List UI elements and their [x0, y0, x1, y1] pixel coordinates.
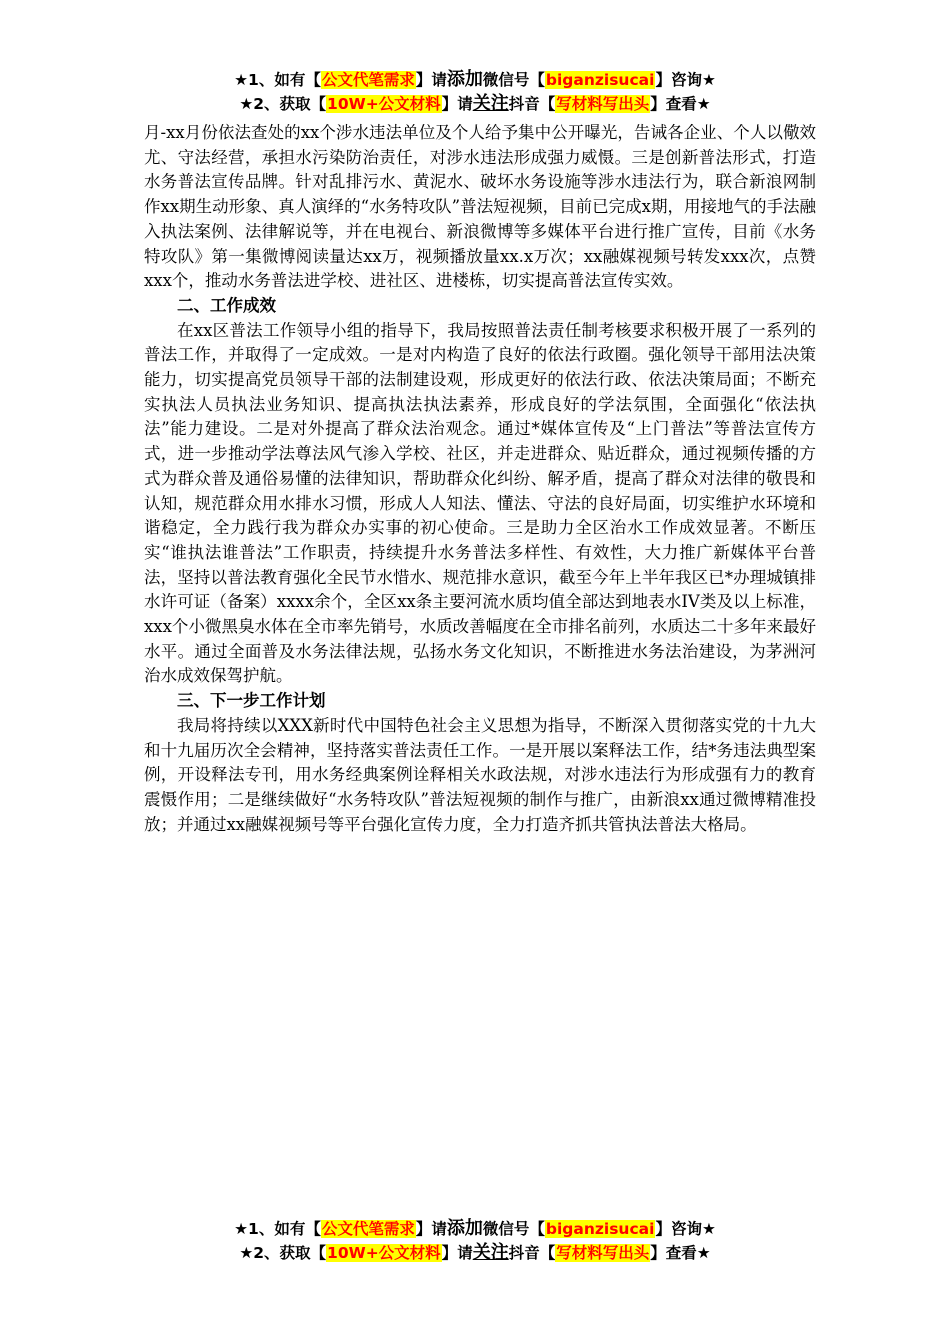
- ad-line-1: ★1、如有【公文代笔需求】请添加微信号【biganzisucai】咨询★: [234, 69, 716, 90]
- paragraph-next-steps: 我局将持续以XXX新时代中国特色社会主义思想为指导，不断深入贯彻落实党的十九大和十九届历次全会精神，坚持落实普法责任工作。一是开展以案释法工作，结*务违法典型案例，开设释法专刊，用水务经典案例诠释相关水政法规，对涉水违法行为形成强有力的教育震慑作用；二是继续做好“水务特攻队”普法短视频的制作与推广，由新浪xx通过微博精准投放；并通过xx融媒视频号等平台强化宣传力度，全力打造齐抓共管执法普法大格局。: [144, 715, 816, 834]
- paragraph-continued: 月-xx月份依法查处的xx个涉水违法单位及个人给予集中公开曝光，告诫各企业、个人以儆效尤、守法经营，承担水污染防治责任，对涉水违法形成强力威慑。三是创新普法形式，打造水务普法宣传品牌。针对乱排污水、黄泥水、破坏水务设施等涉水违法行为，联合新浪网制作xx期生动形象、真人演绎的“水务特攻队”普法短视频，目前已完成x期，用接地气的手法融入执法案例、法律解说等，并在电视台、新浪微博等多媒体平台进行推广宣传，目前《水务特攻队》第一集微博阅读量达xx万，视频播放量xx.x万次；xx融媒视频号转发xxx次，点赞xxx个，推动水务普法进学校、进社区、进楼栋，切实提高普法宣传实效。: [144, 123, 816, 291]
- ad-highlight-materials: 10W+公文材料: [327, 1244, 441, 1262]
- ad-line-1: ★1、如有【公文代笔需求】请添加微信号【biganzisucai】咨询★: [234, 1218, 716, 1239]
- section-heading-next-steps: 三、下一步工作计划: [177, 691, 326, 711]
- ad-line-2: ★2、获取【10W+公文材料】请关注抖音【写材料写出头】查看★: [239, 93, 711, 114]
- section-heading-results: 二、工作成效: [177, 295, 276, 315]
- ad-line-2: ★2、获取【10W+公文材料】请关注抖音【写材料写出头】查看★: [239, 1242, 711, 1263]
- paragraph-results: 在xx区普法工作领导小组的指导下，我局按照普法责任制考核要求积极开展了一系列的普法工作，并取得了一定成效。一是对内构造了良好的依法行政圈。强化领导干部用法决策能力，切实提高党员领导干部的法制建设观，形成更好的依法行政、依法决策局面；不断充实执法人员执法业务知识、提高执法执法素养，形成良好的学法氛围，全面强化“依法执法”能力建设。二是对外提高了群众法治观念。通过*媒体宣传及“上门普法”等普法宣传方式，进一步推动学法尊法风气渗入学校、社区，并走进群众、贴近群众，通过视频传播的方式为群众普及通俗易懂的法律知识，帮助群众化纠纷、解矛盾，提高了群众对法律的敬畏和认知，规范群众用水排水习惯，形成人人知法、懂法、守法的良好局面，切实维护水环境和谐稳定，全力践行我为群众办实事的初心使命。三是助力全区治水工作成效显著。不断压实“谁执法谁普法”工作职责，持续提升水务普法多样性、有效性，大力推广新媒体平台普法，坚持以普法教育强化全民节水惜水、规范排水意识，截至今年上半年我区已*办理城镇排水许可证（备案）xxxx余个，全区xx条主要河流水质均值全部达到地表水IV类及以上标准，xxx个小微黑臭水体在全市率先销号，水质改善幅度在全市排名前列，水质达二十多年来最好水平。通过全面普及水务法律法规，弘扬水务文化知识，不断推进水务法治建设，为茅洲河治水成效保驾护航。: [144, 320, 816, 686]
- ad-highlight-douyin-id: 写材料写出头: [556, 1244, 650, 1262]
- ad-banner-top: [0, 68, 950, 116]
- ad-highlight-wechat-id: biganzisucai: [545, 71, 655, 89]
- ad-banner-bottom: [0, 1217, 950, 1265]
- ad-highlight-douyin-id: 写材料写出头: [556, 95, 650, 113]
- document-body: [144, 121, 816, 837]
- ad-highlight-service: 公文代笔需求: [321, 71, 415, 89]
- ad-highlight-wechat-id: biganzisucai: [545, 1220, 655, 1238]
- ad-highlight-service: 公文代笔需求: [321, 1220, 415, 1238]
- ad-highlight-materials: 10W+公文材料: [327, 95, 441, 113]
